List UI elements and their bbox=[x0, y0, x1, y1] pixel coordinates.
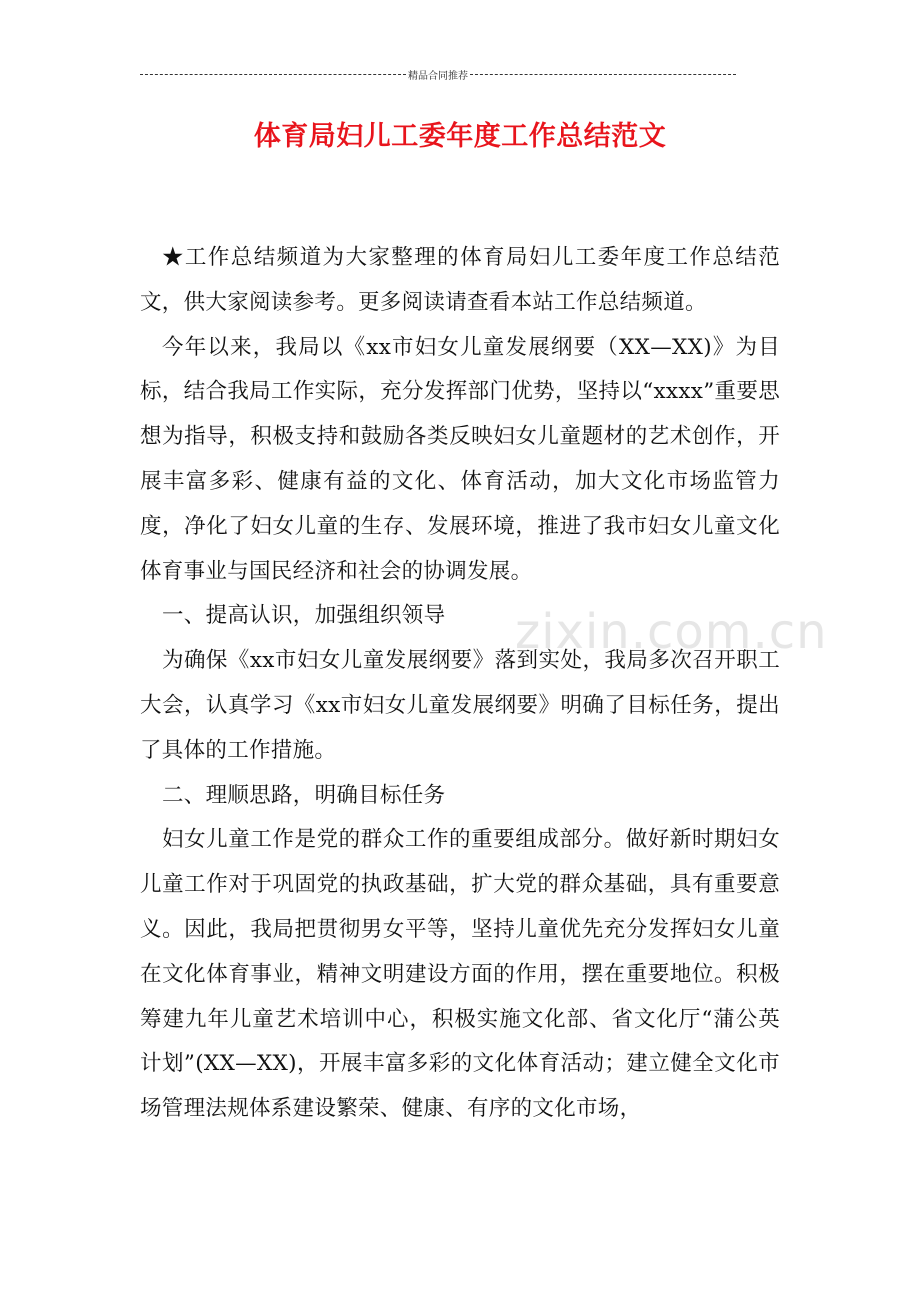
watermark: zixin.com.cn bbox=[515, 604, 828, 660]
document-body bbox=[140, 236, 780, 1132]
document-title: 体育局妇儿工委年度工作总结范文 bbox=[253, 121, 667, 152]
section-heading-1: 一、提高认识，加强组织领导 bbox=[162, 603, 446, 629]
paragraph-intro: ★工作总结频道为大家整理的体育局妇儿工委年度工作总结范文，供大家阅读参考。更多阅读请查看本站工作总结频道。 bbox=[140, 245, 780, 315]
header-dashes-right bbox=[470, 74, 736, 75]
paragraph-section-2: 妇女儿童工作是党的群众工作的重要组成部分。做好新时期妇女儿童工作对于巩固党的执政基础，扩大党的群众基础，具有重要意义。因此，我局把贯彻男女平等，坚持儿童优先充分发挥妇女儿童在文化体育事业，精神文明建设方面的作用，摆在重要地位。积极筹建九年儿童艺术培训中心，积极实施文化部、省文化厅“蒲公英计划”(XX—XX)，开展丰富多彩的文化体育活动；建立健全文化市场管理法规体系建设繁荣、健康、有序的文化市场， bbox=[140, 827, 780, 1122]
section-heading-2: 二、理顺思路，明确目标任务 bbox=[162, 782, 446, 808]
paragraph-section-1: 为确保《xx市妇女儿童发展纲要》落到实处，我局多次召开职工大会，认真学习《xx市妇女儿童发展纲要》明确了目标任务，提出了具体的工作措施。 bbox=[140, 648, 780, 763]
header-dashes-left bbox=[140, 74, 406, 75]
header-label: 精品合同推荐 bbox=[408, 70, 468, 82]
paragraph-overview: 今年以来，我局以《xx市妇女儿童发展纲要（XX—XX)》为目标，结合我局工作实际，充分发挥部门优势，坚持以“xxxx”重要思想为指导，积极支持和鼓励各类反映妇女儿童题材的艺术创作，开展丰富多彩、健康有益的文化、体育活动，加大文化市场监管力度，净化了妇女儿童的生存、发展环境，推进了我市妇女儿童文化体育事业与国民经济和社会的协调发展。 bbox=[140, 334, 780, 584]
page-header bbox=[140, 66, 736, 82]
